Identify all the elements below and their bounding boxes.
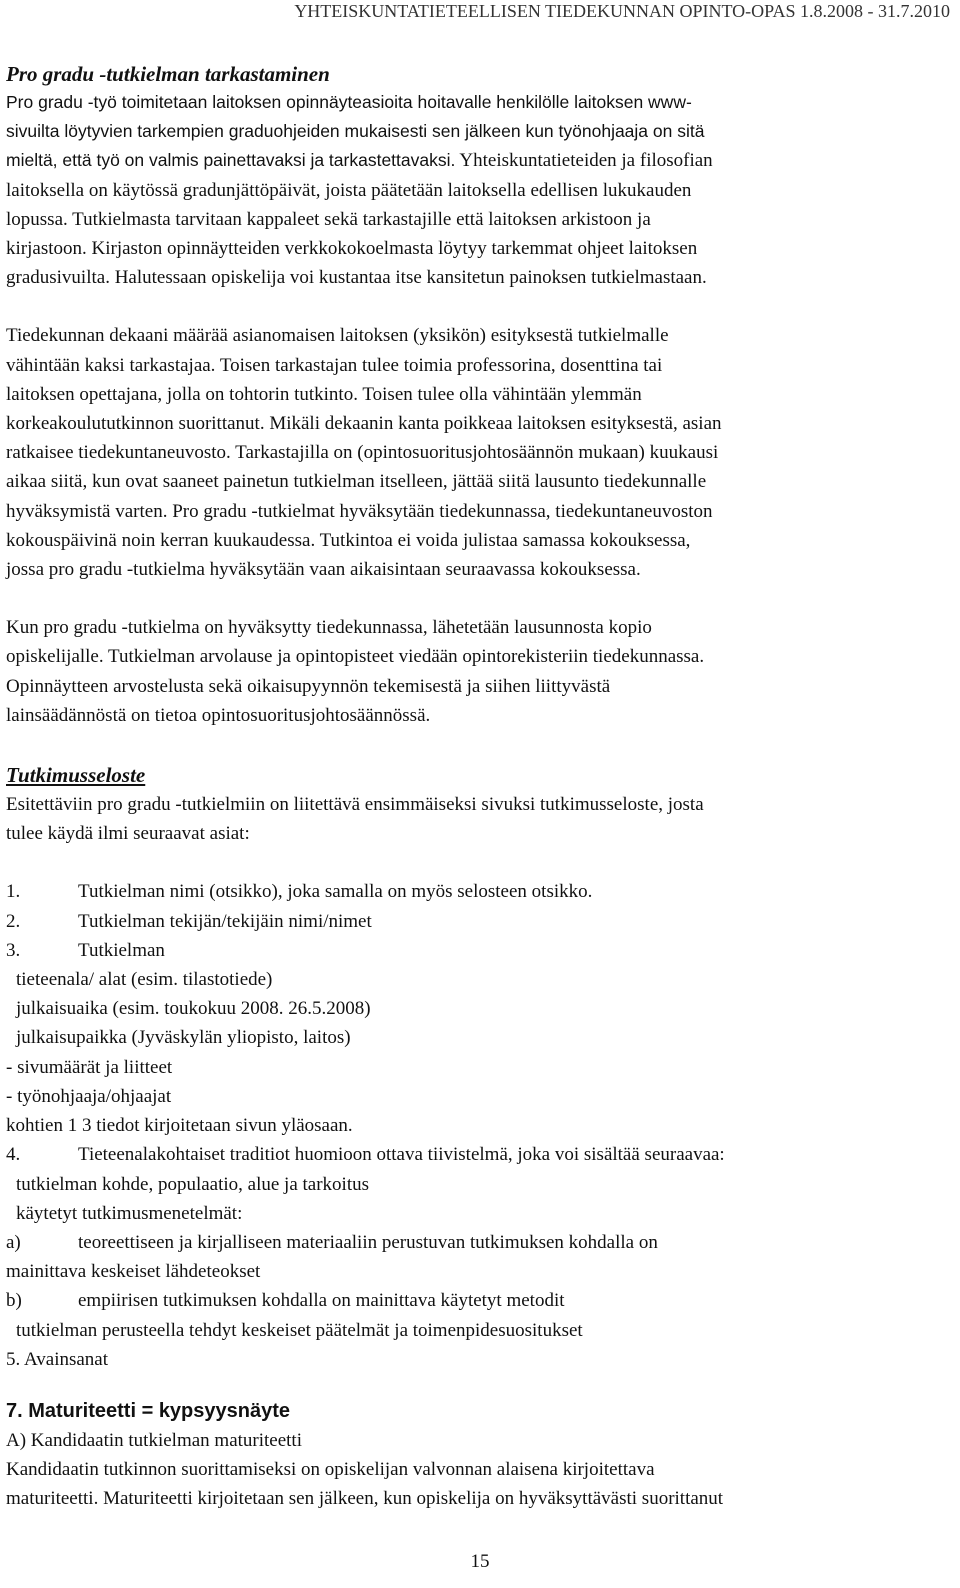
running-header: YHTEISKUNTATIETEELLISEN TIEDEKUNNAN OPINTO-OPAS 1.8.2008 - 31.7.2010	[294, 1, 950, 21]
text-line: sivuilta löytyvien tarkempien graduohjeiden mukaisesti sen jälkeen kun työnohjaaja on sitä	[6, 121, 705, 142]
paragraph-approval	[6, 613, 952, 730]
list-number: 1.	[6, 881, 21, 903]
text-line: Pro gradu -työ toimitetaan laitoksen opinnäyteasioita hoitavalle henkilölle laitoksen www-	[6, 92, 692, 112]
note-line: kohtien 1 3 tiedot kirjoitetaan sivun yläosaan.	[6, 1115, 353, 1137]
paragraph-examiners	[6, 321, 952, 584]
text-line: Tiedekunnan dekaani määrää asianomaisen laitoksen (yksikön) esityksestä tutkielmalle	[6, 325, 669, 347]
paragraph-maturiteetti	[6, 1455, 952, 1513]
text-line: Kandidaatin tutkinnon suorittamiseksi on opiskelijan valvonnan alaisena kirjoitettava	[6, 1459, 655, 1481]
text-line: jossa pro gradu -tutkielma hyväksytään vaan aikaisintaan seuraavassa kokouksessa.	[6, 559, 641, 581]
text-line: ratkaisee tiedekuntaneuvosto. Tarkastajilla on (opintosuoritusjohtosäännön mukaan) kuukausi	[6, 442, 719, 464]
text-line: gradusivuilta. Halutessaan opiskelija voi kustantaa itse kansitetun painoksen tutkielmastaan.	[6, 267, 707, 289]
sub-item: tutkielman kohde, populaatio, alue ja tarkoitus	[16, 1173, 369, 1195]
text-line: lainsäädännöstä on tietoa opintosuoritusjohtosäännössä.	[6, 704, 431, 726]
text-line	[6, 146, 952, 175]
text-line: opiskelijalle. Tutkielman arvolause ja opintopisteet viedään opintorekisteriin tiedekunnassa.	[6, 646, 705, 668]
section-title-pro-gradu: Pro gradu -tutkielman tarkastaminen	[6, 62, 330, 86]
list-item	[6, 1286, 952, 1315]
section-title-tutkimusseloste: Tutkimusseloste	[6, 763, 146, 788]
text-line: laitoksella on käytössä gradunjättöpäivät, joista päätetään laitoksella edellisen lukukauden	[6, 179, 692, 201]
subsection-title: A) Kandidaatin tutkielman maturiteetti	[6, 1429, 302, 1451]
text-line: Opinnäytteen arvostelusta sekä oikaisupyynnön tekemisestä ja siihen liittyvästä	[6, 675, 611, 697]
list-number: 3.	[6, 939, 21, 961]
text-line: hyväksymistä varten. Pro gradu -tutkielmat hyväksytään tiedekunnassa, tiedekuntaneuvoston	[6, 500, 713, 522]
spacer	[6, 1374, 952, 1388]
text-line: Kun pro gradu -tutkielma on hyväksytty tiedekunnassa, lähetetään lausunnosta kopio	[6, 617, 652, 639]
text-line: laitoksen opettajana, jolla on tohtorin tutkinto. Toisen tulee olla vähintään ylemmän	[6, 383, 642, 405]
list-text: Tieteenalakohtaiset traditiot huomioon ottava tiivistelmä, joka voi sisältää seuraavaa:	[78, 1144, 725, 1166]
list-item	[6, 1228, 952, 1257]
list-text: Tutkielman	[78, 939, 165, 961]
sub-item: julkaisuaika (esim. toukokuu 2008. 26.5.2008)	[16, 998, 371, 1020]
text-span: Yhteiskuntatieteiden ja filosofian	[455, 150, 713, 172]
sub-item: tieteenala/ alat (esim. tilastotiede)	[16, 969, 273, 991]
spacer	[6, 848, 952, 877]
text-line: vähintään kaksi tarkastajaa. Toisen tarkastajan tulee toimia professorina, dosenttina tai	[6, 354, 663, 376]
spacer	[6, 730, 952, 760]
text-line: korkeakoulututkinnon suorittanut. Mikäli dekaanin kanta poikkeaa laitoksen esityksestä, asian	[6, 413, 722, 435]
text-line: kirjastoon. Kirjaston opinnäytteiden verkkokokoelmasta löytyy tarkemmat ohjeet laitoksen	[6, 238, 698, 260]
list-letter: a)	[6, 1231, 21, 1253]
text-span: mieltä, että työ on valmis painettavaksi ja tarkastettavaksi.	[6, 150, 456, 171]
text-line: kokouspäivinä noin kerran kuukaudessa. Tutkintoa ei voida julistaa samassa kokouksessa,	[6, 529, 691, 551]
list-number: 4.	[6, 1144, 21, 1166]
list-letter: b)	[6, 1290, 22, 1312]
list-text: teoreettiseen ja kirjalliseen materiaaliin perustuvan tutkimuksen kohdalla on	[78, 1231, 658, 1253]
page-number: 15	[470, 1551, 490, 1572]
list-item	[6, 1140, 952, 1169]
section-title-maturiteetti: 7. Maturiteetti = kypsyysnäyte	[6, 1399, 291, 1422]
list-item	[6, 936, 952, 965]
spacer	[6, 292, 952, 321]
paragraph-intro	[6, 790, 952, 848]
spacer	[6, 584, 952, 613]
list-item	[6, 907, 952, 936]
text-line: mainittava keskeiset lähdeteokset	[6, 1261, 261, 1283]
sub-item: tutkielman perusteella tehdyt keskeiset päätelmät ja toimenpidesuositukset	[16, 1319, 583, 1341]
list-text: Tutkielman nimi (otsikko), joka samalla on myös selosteen otsikko.	[78, 881, 593, 903]
list-item	[6, 877, 952, 906]
list-text: Tutkielman tekijän/tekijäin nimi/nimet	[78, 910, 372, 932]
text-line: aikaa siitä, kun ovat saaneet painetun tutkielman itselleen, jättää siitä lausunto tiedekunnalle	[6, 471, 707, 493]
list-text: empiirisen tutkimuksen kohdalla on mainittava käytetyt metodit	[78, 1290, 565, 1312]
dash-item: - sivumäärät ja liitteet	[6, 1056, 173, 1078]
list-item: 5. Avainsanat	[6, 1348, 109, 1370]
sub-item: käytetyt tutkimusmenetelmät:	[16, 1202, 243, 1224]
dash-item: - työnohjaaja/ohjaajat	[6, 1085, 172, 1107]
text-line: lopussa. Tutkielmasta tarvitaan kappaleet sekä tarkastajille että laitoksen arkistoon ja	[6, 208, 651, 230]
text-line: tulee käydä ilmi seuraavat asiat:	[6, 823, 250, 845]
paragraph-submission	[6, 88, 952, 292]
sub-item: julkaisupaikka (Jyväskylän yliopisto, laitos)	[16, 1027, 351, 1049]
text-line: Esitettäviin pro gradu -tutkielmiin on liitettävä ensimmäiseksi sivuksi tutkimusseloste, josta	[6, 794, 704, 816]
document-body	[6, 60, 952, 1514]
text-line: maturiteetti. Maturiteetti kirjoitetaan sen jälkeen, kun opiskelija on hyväksyttävästi suorittanut	[6, 1488, 724, 1510]
numbered-list	[6, 877, 952, 1373]
list-number: 2.	[6, 910, 21, 932]
